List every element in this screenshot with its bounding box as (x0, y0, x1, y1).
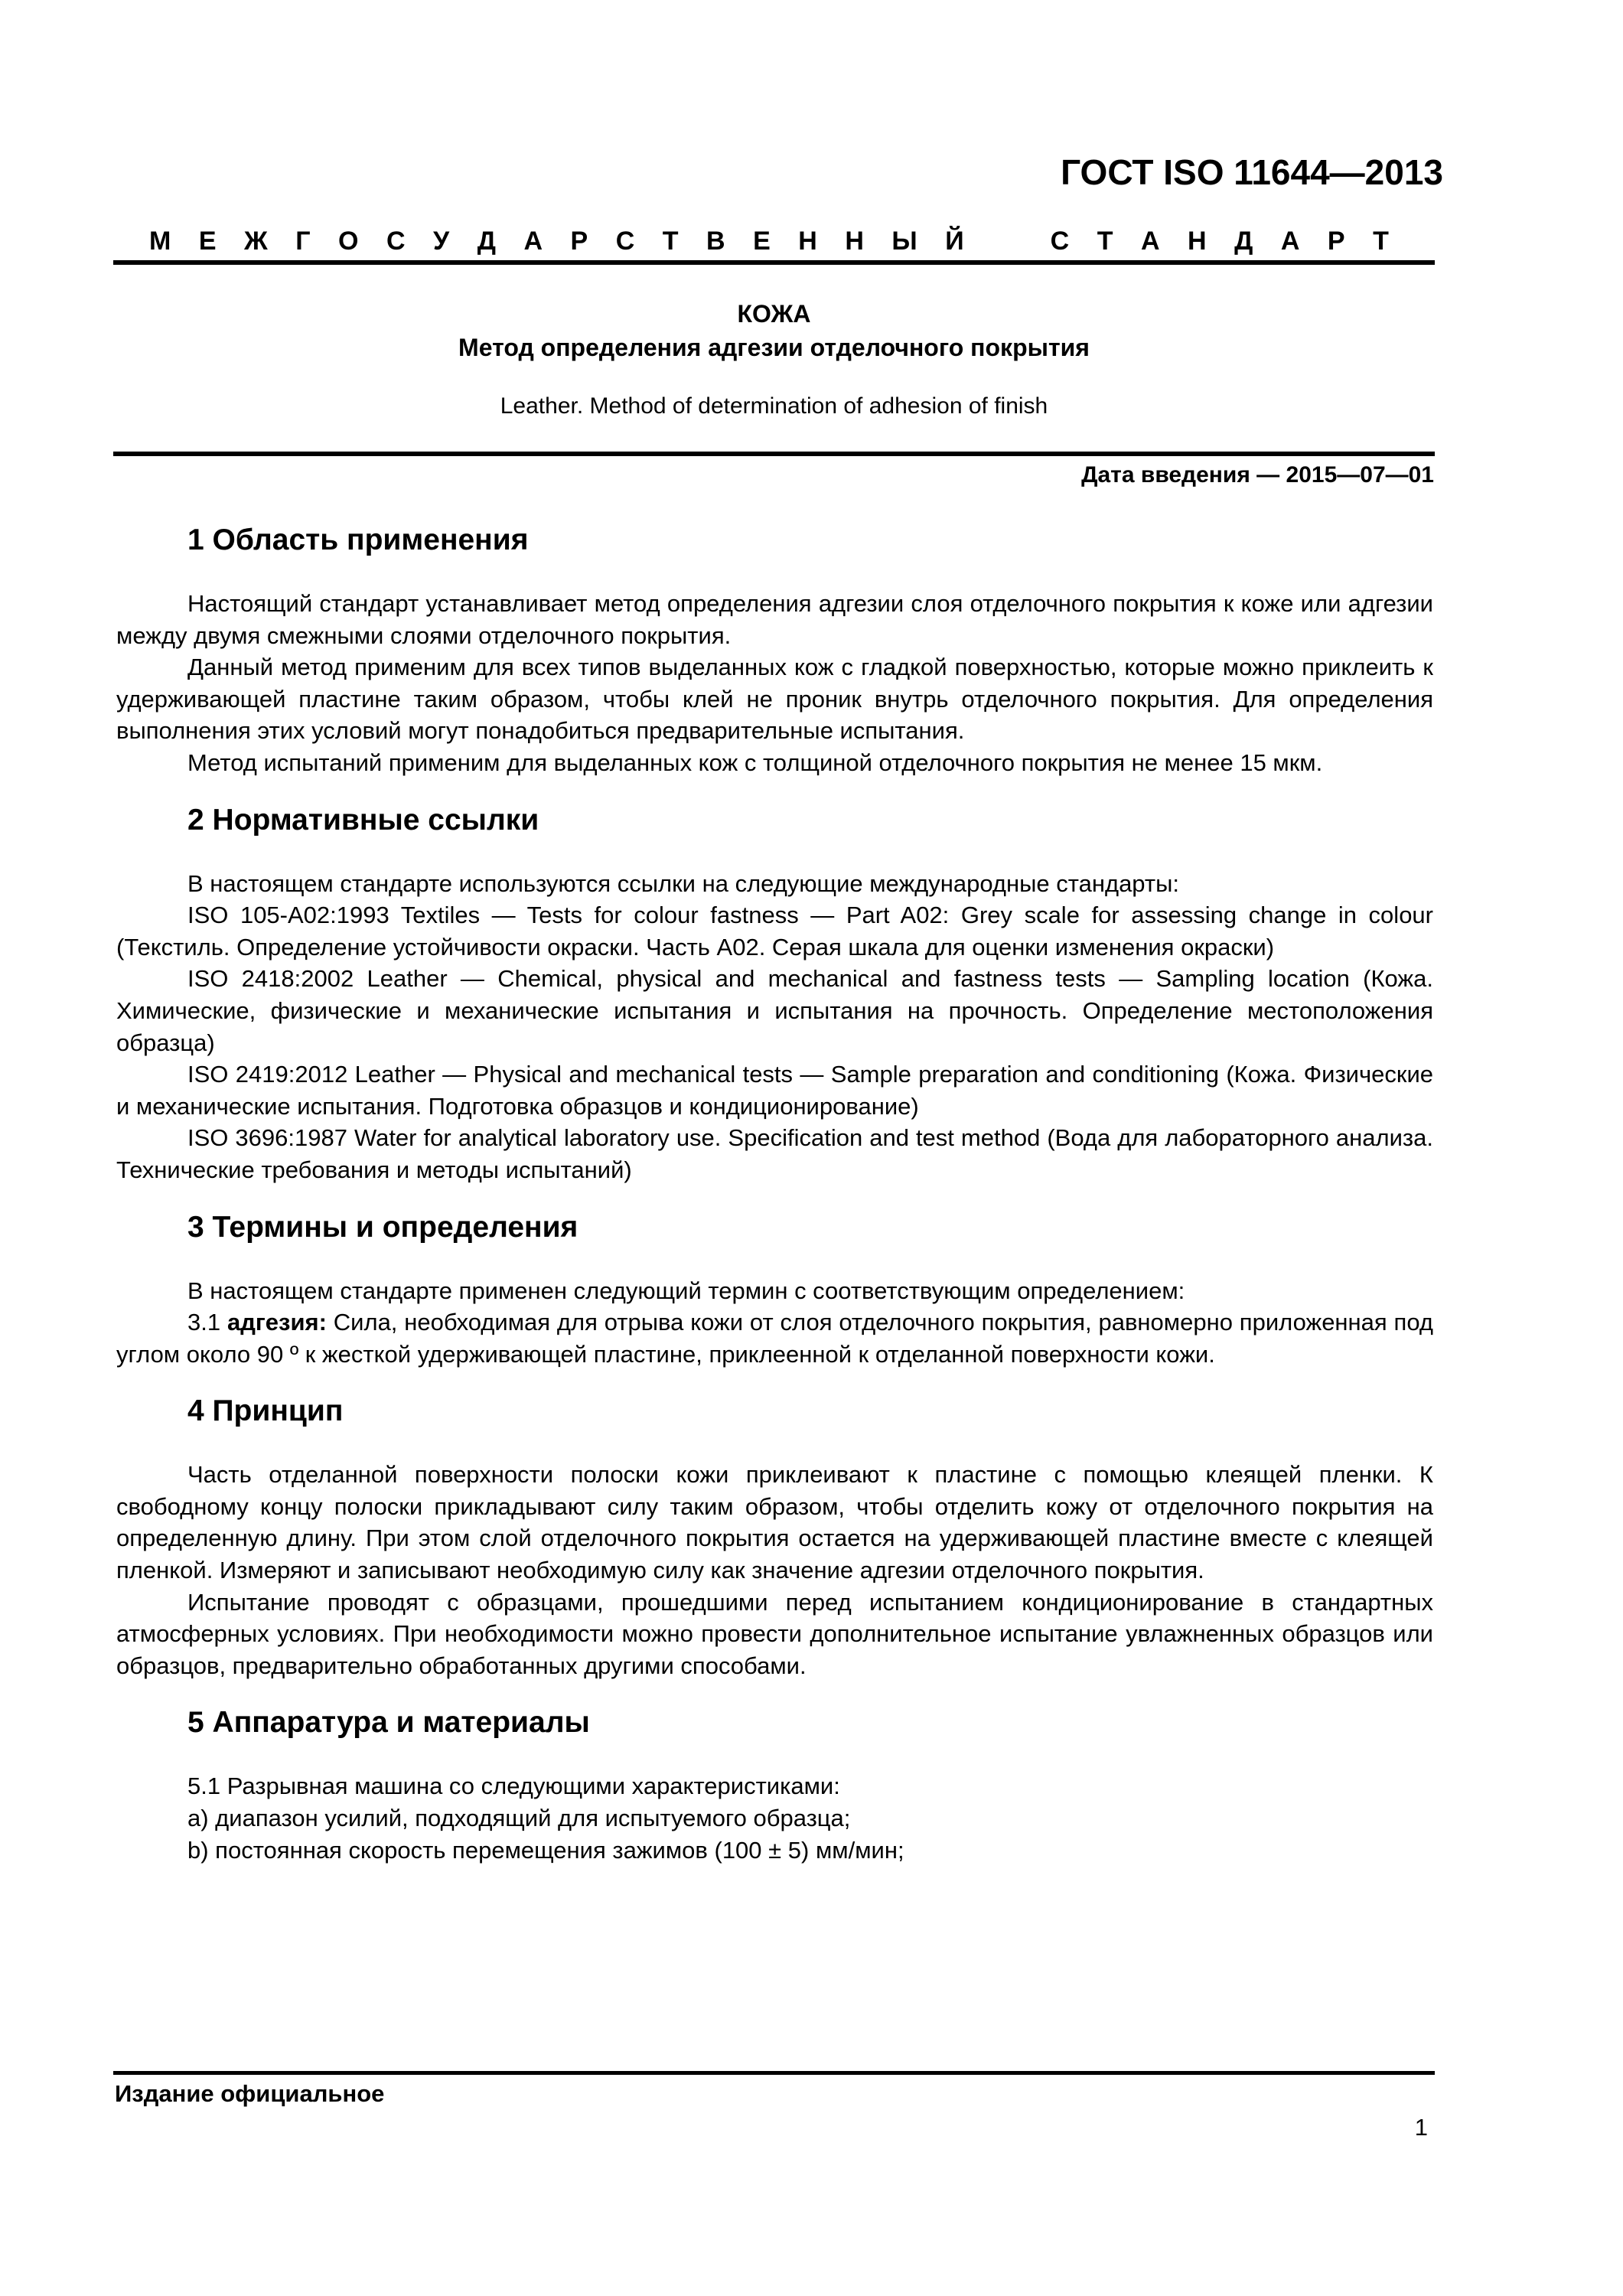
letter: Д (477, 227, 496, 256)
paragraph: Часть отделанной поверхности полоски кожи приклеивают к пластине с помощью клеящей пленки. К свободному концу полоски прикладывают силу таким образом, чтобы отделить кожу от отделочного покрытия на определенную длину. При этом слой отделочного покрытия остается на удерживающей пластине вместе с клеящей пленкой. Измеряют и записывают необходимую силу как значение адгезии отделочного покрытия. (116, 1461, 1433, 1584)
letter: С (386, 227, 406, 256)
letter: Р (1327, 227, 1345, 256)
reference-item: ISO 2418:2002 Leather — Chemical, physical and mechanical and fastness tests — Sampling location (Кожа. Химические, физические и механические испытания и испытания на прочность. Определение местоположения образца) (116, 965, 1433, 1056)
document-subtitle: Метод определения адгезии отделочного покрытия (458, 334, 1090, 361)
page-number: 1 (1414, 2114, 1428, 2141)
section-principle (116, 1393, 1433, 1681)
section-heading: 3 Термины и определения (187, 1210, 578, 1244)
section-normative-references (116, 802, 1433, 1186)
paragraph: Испытание проводят с образцами, прошедшими перед испытанием кондиционирование в стандартных атмосферных условиях. При необходимости можно провести дополнительное испытание увлажненных образцов или образцов, предварительно обработанных другими способами. (116, 1588, 1433, 1679)
letter: Й (945, 227, 964, 256)
letter: А (1280, 227, 1300, 256)
list-item: a) диапазон усилий, подходящий для испытуемого образца; (187, 1805, 851, 1832)
letter: Н (845, 227, 864, 256)
introduction-date: Дата введения — 2015—07—01 (1081, 462, 1434, 488)
letter: А (1140, 227, 1160, 256)
letter: С (615, 227, 635, 256)
letter: Р (570, 227, 588, 256)
word-gap (992, 227, 1022, 256)
letter: Е (198, 227, 217, 256)
section-heading: 4 Принцип (187, 1394, 344, 1428)
letter: С (1050, 227, 1070, 256)
document-english-title: Leather. Method of determination of adhesion of finish (500, 393, 1048, 419)
standard-number: ГОСТ ISO 11644—2013 (1061, 152, 1443, 192)
reference-item: ISO 2419:2012 Leather — Physical and mechanical tests — Sample preparation and conditioning (Кожа. Физические и механические испытания. Подготовка образцов и кондиционирование) (116, 1061, 1433, 1120)
letter: Ы (891, 227, 917, 256)
term-definition (116, 1306, 1433, 1370)
footer-divider (113, 2071, 1435, 2075)
letter: М (149, 227, 171, 256)
letter: Ж (244, 227, 268, 256)
letter: Т (1097, 227, 1113, 256)
paragraph: В настоящем стандарте используются ссылки на следующие международные стандарты: (187, 869, 1179, 897)
paragraph: Настоящий стандарт устанавливает метод определения адгезии слоя отделочного покрытия к коже или адгезии между двумя смежными слоями отделочного покрытия. (116, 590, 1433, 649)
section-heading: 5 Аппаратура и материалы (187, 1706, 590, 1740)
document-title: КОЖА (737, 300, 811, 328)
letter: Т (662, 227, 679, 256)
standard-type-heading (149, 227, 1389, 256)
section-terms (116, 1209, 1433, 1371)
letter: Н (1188, 227, 1207, 256)
section-apparatus (116, 1704, 1433, 1866)
reference-item: ISO 105-A02:1993 Textiles — Tests for colour fastness — Part A02: Grey scale for assessing change in colour (Текстиль. Определение устойчивости окраски. Часть A02. Серая шкала для оценки изменения окраски) (116, 902, 1433, 960)
title-divider (113, 452, 1435, 456)
letter: У (433, 227, 450, 256)
term-number: 3.1 (187, 1309, 221, 1336)
letter: Г (295, 227, 311, 256)
list-item: b) постоянная скорость перемещения зажимов (100 ± 5) мм/мин; (187, 1836, 904, 1864)
letter: А (523, 227, 543, 256)
letter: Д (1234, 227, 1253, 256)
letter: Н (798, 227, 817, 256)
header-divider (113, 260, 1435, 265)
letter: Т (1373, 227, 1389, 256)
paragraph: Метод испытаний применим для выделанных кож с толщиной отделочного покрытия не менее 15 мкм. (187, 748, 1323, 776)
list-item: 5.1 Разрывная машина со следующими характеристиками: (187, 1773, 840, 1800)
paragraph: В настоящем стандарте применен следующий термин с соответствующим определением: (187, 1277, 1185, 1304)
term: адгезия: (227, 1309, 327, 1336)
paragraph: Данный метод применим для всех типов выделанных кож с гладкой поверхностью, которые можно приклеить к удерживающей пластине таким образом, чтобы клей не проник внутрь отделочного покрытия. Для определения выполнения этих условий могут понадобиться предварительные испытания. (116, 654, 1433, 745)
document-body (116, 522, 1433, 1889)
section-scope (116, 522, 1433, 779)
reference-item: ISO 3696:1987 Water for analytical laboratory use. Specification and test method (Вода для лабораторного анализа. Технические требования и методы испытаний) (116, 1124, 1433, 1183)
definition: Сила, необходимая для отрыва кожи от слоя отделочного покрытия, равномерно приложенная под углом около 90 º к жесткой удерживающей пластине, приклеенной к отделанной поверхности кожи. (116, 1309, 1433, 1368)
section-heading: 1 Область применения (187, 523, 529, 556)
letter: О (338, 227, 359, 256)
section-heading: 2 Нормативные ссылки (187, 803, 539, 837)
letter: Е (753, 227, 771, 256)
edition-label: Издание официальное (115, 2080, 385, 2107)
letter: В (706, 227, 725, 256)
